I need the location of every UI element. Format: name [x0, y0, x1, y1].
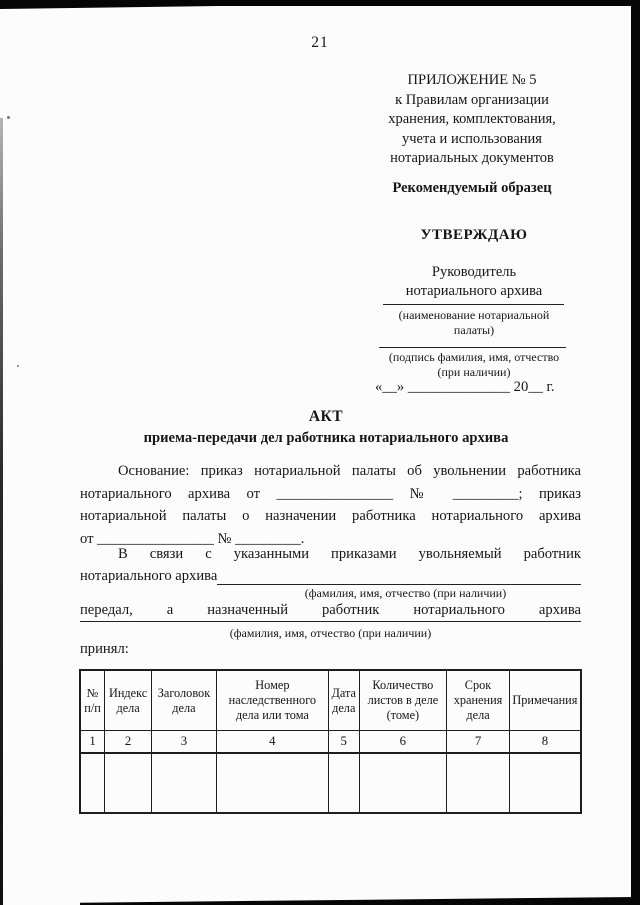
org-name-hint-line: (наименование нотариальной: [398, 308, 550, 322]
header-cell: Номер наследственного дела или тома: [216, 670, 328, 731]
files-table: [79, 669, 582, 814]
basis-paragraph: [80, 460, 581, 550]
empty-data-row: [80, 753, 581, 813]
empty-cell: [447, 753, 510, 813]
org-name-hint: [375, 308, 573, 337]
basis-line: нотариальной палаты о назначении работника нотариального архива: [80, 508, 581, 525]
accepted-label: принял:: [80, 641, 129, 657]
appendix-line: учета и использования: [402, 130, 542, 147]
scan-bar-right: [631, 4, 640, 905]
column-number-cell: 1: [80, 731, 105, 754]
signature-blank-line: [379, 347, 566, 348]
header-cell: Индекс дела: [105, 670, 152, 731]
appendix-line: ПРИЛОЖЕНИЕ № 5: [407, 72, 537, 88]
page-number: 21: [311, 34, 329, 51]
empty-cell: [328, 753, 359, 813]
header-cell: Примечания: [509, 670, 581, 731]
files-table-container: [79, 669, 582, 814]
column-number-cell: 3: [152, 731, 217, 754]
blank-underline: [217, 562, 581, 585]
basis-line: нотариального архива от ________________ № _________; приказ: [80, 485, 581, 502]
transfer-line-label: нотариального архива: [80, 568, 218, 584]
signature-hint-line: (при наличии): [437, 364, 511, 379]
approver-title-line: Руководитель: [431, 264, 517, 280]
appendix-line: к Правилам организации: [395, 91, 549, 108]
sample-label: Рекомендуемый образец: [392, 180, 552, 196]
header-cell: № п/п: [80, 670, 105, 731]
act-subtitle: приема-передачи дел работника нотариального архива: [143, 430, 509, 446]
empty-cell: [216, 753, 328, 813]
header-cell: Дата дела: [328, 670, 359, 731]
approver-title-line: нотариального архива: [405, 283, 543, 299]
appendix-line: нотариальных документов: [390, 150, 554, 166]
empty-cell: [80, 753, 105, 813]
empty-cell: [105, 753, 152, 813]
name-hint: (фамилия, имя, отчество (при наличии): [229, 626, 432, 640]
date-blank-line: «__» ______________ 20__ г.: [375, 379, 555, 395]
name-hint: (фамилия, имя, отчество (при наличии): [304, 586, 507, 600]
header-cell: Количество листов в деле (томе): [359, 670, 447, 731]
org-name-hint-line: палаты): [453, 322, 495, 337]
column-number-cell: 8: [509, 731, 581, 754]
name-blank-line-full: [80, 621, 581, 622]
approve-stamp: УТВЕРЖДАЮ: [420, 227, 528, 243]
act-title: АКТ: [308, 408, 344, 425]
column-number-cell: 4: [216, 731, 328, 754]
table-header-row: [80, 670, 581, 731]
signature-hint-line: (подпись фамилия, имя, отчество: [388, 350, 560, 364]
approver-title: [375, 263, 573, 301]
transfer-line: В связи с указанными приказами увольняемый работник: [118, 546, 581, 562]
scan-bar-top-left: [0, 0, 300, 9]
empty-cell: [359, 753, 447, 813]
org-name-blank-line: [383, 304, 564, 305]
header-cell: Срок хранения дела: [447, 670, 510, 731]
header-cell: Заголовок дела: [152, 670, 217, 731]
appendix-note: [351, 71, 593, 169]
transfer-line: передал, а назначенный работник нотариального архива: [80, 602, 581, 618]
empty-cell: [152, 753, 217, 813]
name-blank-line: [80, 565, 581, 588]
basis-line: Основание: приказ нотариальной палаты об увольнении работника: [118, 463, 581, 479]
column-numbers-row: [80, 731, 581, 754]
column-number-cell: 2: [105, 731, 152, 754]
scan-edge-left: [0, 118, 3, 905]
scan-speck: [17, 365, 19, 367]
column-number-cell: 6: [359, 731, 447, 754]
basis-line: от ________________ № _________.: [80, 530, 305, 547]
scan-bar-bottom: [80, 896, 640, 905]
signature-hint: [372, 350, 576, 379]
scan-speck: [7, 116, 10, 119]
column-number-cell: 7: [447, 731, 510, 754]
column-number-cell: 5: [328, 731, 359, 754]
appendix-line: хранения, комплектования,: [388, 111, 556, 127]
empty-cell: [509, 753, 581, 813]
